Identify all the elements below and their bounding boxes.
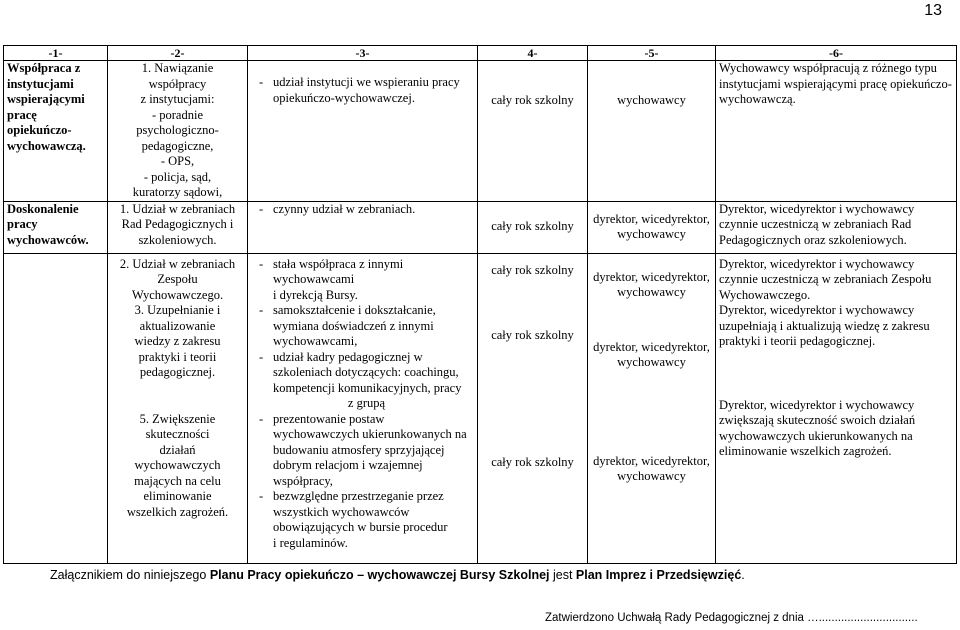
method-line: kompetencji komunikacyjnych, pracy bbox=[273, 380, 462, 395]
footer-text: Załącznikiem do niniejszego bbox=[50, 568, 210, 582]
task-line: współpracy bbox=[148, 76, 207, 91]
method-line: opiekuńczo-wychowawczej. bbox=[273, 90, 415, 105]
dash-marker: - bbox=[259, 349, 264, 364]
task-line: mających na celu bbox=[134, 473, 221, 488]
task-line: z instytucjami: bbox=[140, 92, 215, 106]
method-line: czynny udział w zebraniach. bbox=[273, 201, 416, 216]
task-line: 5. Zwiększenie bbox=[139, 411, 216, 426]
responsible-line: dyrektor, wicedyrektor, bbox=[593, 453, 710, 468]
method-cell bbox=[248, 201, 478, 253]
outcome-text: Dyrektor, wicedyrektor i wychowawcy uzupełniają i aktualizują wiedzę z zakresu praktyki i teorii pedagogicznej. bbox=[719, 303, 930, 348]
task-line: psychologiczno- bbox=[136, 123, 219, 137]
method-line: wychowawcami, bbox=[273, 334, 358, 348]
dash-marker: - bbox=[259, 411, 264, 426]
task-line: wiedzy z zakresu bbox=[134, 334, 221, 348]
area-cell bbox=[4, 253, 108, 563]
footer-bold-text: Planu Pracy opiekuńczo – wychowawczej Bursy Szkolnej bbox=[209, 568, 550, 582]
area-cell: Współpraca z instytucjami wspierającymi pracę opiekuńczo-wychowawczą. bbox=[4, 61, 108, 202]
footer-text: jest bbox=[549, 568, 576, 582]
responsible-line: dyrektor, wicedyrektor, bbox=[593, 211, 710, 226]
footer-note bbox=[50, 568, 745, 582]
task-line: działań bbox=[159, 442, 196, 457]
method-cell bbox=[248, 253, 478, 563]
task-line: 3. Uzupełnianie i bbox=[134, 303, 221, 317]
timeframe-cell: cały rok szkolny bbox=[478, 61, 588, 202]
approval-note: Zatwierdzono Uchwałą Rady Pedagogicznej z dnia …............................... bbox=[545, 612, 918, 624]
table-header-row bbox=[4, 46, 957, 61]
method-line: wymiana doświadczeń z innymi bbox=[273, 318, 434, 333]
responsible-line: wychowawcy bbox=[617, 285, 686, 299]
method-line: współpracy, bbox=[273, 473, 333, 488]
task-line: 2. Udział w zebraniach bbox=[119, 256, 236, 271]
footer-bold-text: Plan Imprez i Przedsięwzięć bbox=[575, 568, 742, 582]
task-line: skuteczności bbox=[145, 427, 210, 441]
responsible-line: wychowawcy bbox=[617, 355, 686, 369]
timeframe-cell: cały rok szkolny bbox=[478, 201, 588, 253]
responsible-cell bbox=[588, 253, 716, 563]
method-line: bezwzględne przestrzeganie przez bbox=[273, 489, 444, 503]
task-line: praktyki i teorii bbox=[138, 349, 217, 364]
responsible-line: wychowawcy bbox=[617, 227, 686, 241]
column-header: -6- bbox=[716, 46, 957, 61]
table-row bbox=[4, 201, 957, 253]
table-row bbox=[4, 61, 957, 202]
method-line: samokształcenie i dokształcanie, bbox=[273, 303, 436, 317]
responsible-line: dyrektor, wicedyrektor, bbox=[593, 339, 710, 354]
method-line: szkoleniach dotyczących: coachingu, bbox=[273, 365, 459, 379]
column-header: -1- bbox=[4, 46, 108, 61]
task-cell bbox=[108, 61, 248, 202]
task-line: Rad Pedagogicznych i bbox=[121, 217, 234, 231]
dash-marker: - bbox=[259, 256, 264, 271]
task-line: pedagogicznej. bbox=[139, 365, 216, 379]
method-line: i regulaminów. bbox=[273, 535, 348, 550]
method-line: i dyrekcją Bursy. bbox=[273, 287, 358, 302]
dash-marker: - bbox=[259, 303, 264, 317]
task-line: Wychowawczego. bbox=[131, 287, 224, 302]
method-line: wszystkich wychowawców bbox=[273, 504, 410, 519]
outcome-cell: Dyrektor, wicedyrektor i wychowawcy czynnie uczestniczą w zebraniach Rad Pedagogicznych oraz szkoleniowych. bbox=[716, 201, 957, 253]
method-line: z grupą bbox=[347, 396, 386, 410]
method-line: stała współpraca z innymi bbox=[273, 256, 404, 271]
task-line: wszelkich zagrożeń. bbox=[126, 504, 229, 519]
method-line: obowiązujących w bursie procedur bbox=[273, 520, 448, 534]
dash-marker: - bbox=[259, 201, 264, 216]
method-line: wychowawczych ukierunkowanych na bbox=[273, 427, 467, 441]
task-line: eliminowanie bbox=[143, 489, 212, 503]
table-row bbox=[4, 253, 957, 563]
responsible-cell bbox=[588, 201, 716, 253]
plan-table bbox=[3, 45, 957, 564]
column-header: -2- bbox=[108, 46, 248, 61]
outcome-cell bbox=[716, 253, 957, 563]
responsible-cell: wychowawcy bbox=[588, 61, 716, 202]
method-line: prezentowanie postaw bbox=[273, 411, 385, 426]
dash-marker: - bbox=[259, 489, 264, 503]
footer-text: . bbox=[741, 568, 745, 582]
column-header: -5- bbox=[588, 46, 716, 61]
task-line: szkoleniowych. bbox=[138, 232, 217, 247]
timeframe-line: cały rok szkolny bbox=[491, 454, 574, 469]
outcome-text: Dyrektor, wicedyrektor i wychowawcy czynnie uczestniczą w zebraniach Zespołu Wychowawczego. bbox=[719, 256, 932, 302]
method-line: udział instytucji we wspieraniu pracy bbox=[273, 75, 460, 89]
task-line: - OPS, bbox=[160, 154, 195, 168]
task-line: Zespołu bbox=[157, 272, 198, 286]
timeframe-line: cały rok szkolny bbox=[491, 262, 574, 277]
task-line: aktualizowanie bbox=[139, 318, 216, 333]
task-line: wychowawczych bbox=[134, 458, 221, 472]
task-line: - poradnie bbox=[151, 107, 204, 122]
outcome-cell: Wychowawcy współpracują z różnego typu instytucjami wspierającymi pracę opiekuńczo-wychowawczą. bbox=[716, 61, 957, 202]
task-line: kuratorzy sądowi, bbox=[132, 185, 223, 199]
dash-marker: - bbox=[259, 75, 264, 89]
task-line: pedagogiczne, bbox=[141, 138, 214, 153]
timeframe-line: cały rok szkolny bbox=[491, 328, 574, 342]
area-cell: Doskonalenie pracy wychowawców. bbox=[4, 201, 108, 253]
timeframe-cell bbox=[478, 253, 588, 563]
method-line: udział kadry pedagogicznej w bbox=[273, 349, 423, 364]
column-header: 4- bbox=[478, 46, 588, 61]
task-cell bbox=[108, 253, 248, 563]
page-number: 13 bbox=[924, 2, 942, 19]
outcome-text: Dyrektor, wicedyrektor i wychowawcy zwiększają skuteczność swoich działań wychowawczych ukierunkowanych na eliminowanie wszelkich zagrożeń. bbox=[719, 397, 916, 458]
task-line: - policja, sąd, bbox=[143, 169, 212, 184]
method-cell bbox=[248, 61, 478, 202]
column-header: -3- bbox=[248, 46, 478, 61]
method-line: wychowawcami bbox=[273, 272, 355, 286]
task-line: 1. Udział w zebraniach bbox=[119, 201, 236, 216]
task-line: 1. Nawiązanie bbox=[141, 61, 214, 75]
task-cell bbox=[108, 201, 248, 253]
responsible-line: dyrektor, wicedyrektor, bbox=[593, 269, 710, 284]
responsible-line: wychowawcy bbox=[617, 469, 686, 483]
method-line: budowaniu atmosfery sprzyjającej bbox=[273, 442, 445, 457]
method-line: dobrym relacjom i wzajemnej bbox=[273, 458, 423, 472]
